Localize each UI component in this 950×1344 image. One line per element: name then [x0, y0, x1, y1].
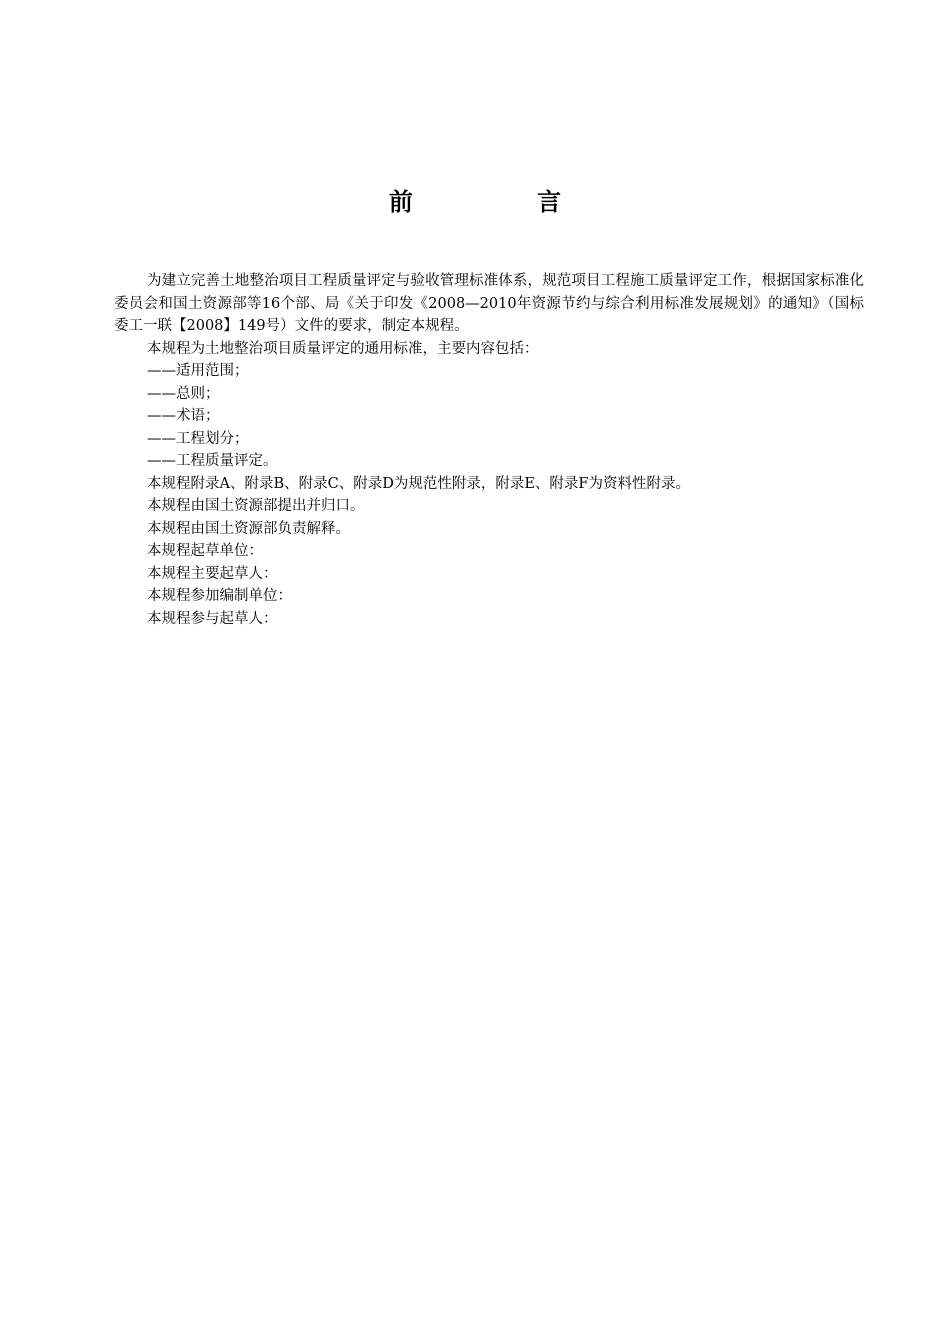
contents-item-terms: ——术语； — [147, 408, 220, 424]
contents-item-evaluation: ——工程质量评定。 — [147, 453, 278, 469]
contents-item-general: ——总则； — [147, 385, 220, 402]
main-drafters-line: 本规程主要起草人： — [147, 565, 278, 582]
appendix-line: 本规程附录A、附录B、附录C、附录D为规范性附录，附录E、附录F为资料性附录。 — [147, 475, 690, 492]
drafting-unit-line: 本规程起草单位： — [147, 543, 263, 559]
document-body — [114, 270, 864, 630]
interpretation-line: 本规程由国土资源部负责解释。 — [147, 520, 350, 537]
contents-item-division: ——工程划分； — [147, 430, 249, 447]
page-title: 前 言 — [388, 188, 620, 216]
intro-paragraph: 为建立完善土地整治项目工程质量评定与验收管理标准体系，规范项目工程施工质量评定工作，根据国家标准化委员会和国土资源部等16个部、局《关于印发《2008—2010年资源节约与综合利用标准发展规划》的通知》（国标委工一联【2008】149号）文件的要求，制定本规程。 — [114, 273, 864, 334]
contents-item-scope: ——适用范围； — [147, 363, 249, 379]
participating-drafters-line: 本规程参与起草人： — [147, 610, 278, 627]
proposed-line: 本规程由国土资源部提出并归口。 — [147, 498, 365, 514]
scope-line: 本规程为土地整治项目质量评定的通用标准，主要内容包括： — [147, 340, 539, 357]
participating-units-line: 本规程参加编制单位： — [147, 588, 292, 604]
